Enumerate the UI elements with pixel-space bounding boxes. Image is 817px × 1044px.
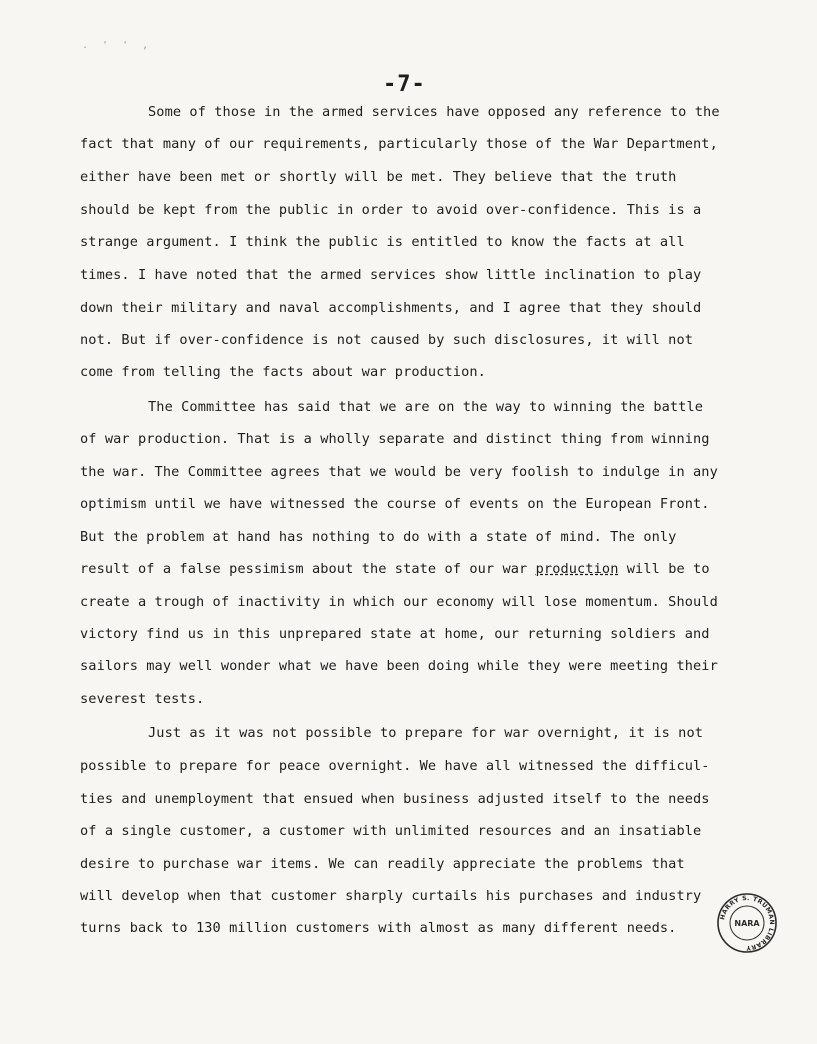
paragraph-3-line-2: possible to prepare for peace overnight. We have all witnessed the difficul-	[80, 758, 710, 774]
library-stamp-seal	[716, 892, 778, 954]
paragraph-2-line-9: sailors may well wonder what we have been doing while they were meeting their	[80, 658, 718, 674]
paragraph-1-line-8: not. But if over-confidence is not caused by such disclosures, it will not	[80, 332, 694, 348]
scan-artifact: . ' ' ,	[82, 40, 153, 51]
paragraph-2-line-3: the war. The Committee agrees that we would be very foolish to indulge in any	[80, 464, 718, 480]
paragraph-1-line-9: come from telling the facts about war production.	[80, 364, 486, 380]
paragraph-1-line-5: strange argument. I think the public is entitled to know the facts at all	[80, 234, 685, 250]
paragraph-3-line-4: of a single customer, a customer with unlimited resources and an insatiable	[80, 823, 702, 839]
paragraph-2-line-6: result of a false pessimism about the state of our war production will be to	[80, 561, 710, 577]
paragraph-1-line-1: Some of those in the armed services have opposed any reference to the	[148, 104, 720, 120]
svg-text:HARRY S. TRUMAN LIBRARY: HARRY S. TRUMAN LIBRARY	[719, 894, 776, 952]
paragraph-3-line-1: Just as it was not possible to prepare for war overnight, it is not	[148, 725, 704, 741]
paragraph-1-line-2: fact that many of our requirements, particularly those of the War Department,	[80, 136, 718, 152]
paragraph-1-line-4: should be kept from the public in order to avoid over-confidence. This is a	[80, 202, 702, 218]
paragraph-1-line-7: down their military and naval accomplishments, and I agree that they should	[80, 300, 702, 316]
paragraph-2-line-2: of war production. That is a wholly separate and distinct thing from winning	[80, 431, 710, 447]
paragraph-3-line-7: turns back to 130 million customers with almost as many different needs.	[80, 920, 677, 936]
paragraph-3-line-3: ties and unemployment that ensued when business adjusted itself to the needs	[80, 791, 710, 807]
paragraph-2-line-5: But the problem at hand has nothing to do with a state of mind. The only	[80, 529, 677, 545]
paragraph-2-line-4: optimism until we have witnessed the course of events on the European Front.	[80, 496, 710, 512]
paragraph-2-line-1: The Committee has said that we are on the way to winning the battle	[148, 399, 704, 415]
underlined-word: production	[535, 561, 619, 577]
paragraph-2-line-8: victory find us in this unprepared state at home, our returning soldiers and	[80, 626, 710, 642]
page-number: -7-	[383, 72, 426, 97]
paragraph-1-line-6: times. I have noted that the armed services show little inclination to play	[80, 267, 702, 283]
paragraph-3-line-5: desire to purchase war items. We can readily appreciate the problems that	[80, 856, 685, 872]
svg-text:NARA: NARA	[734, 919, 760, 928]
paragraph-2-line-7: create a trough of inactivity in which our economy will lose momentum. Should	[80, 594, 718, 610]
paragraph-3-line-6: will develop when that customer sharply curtails his purchases and industry	[80, 888, 702, 904]
paragraph-2-line-10: severest tests.	[80, 691, 205, 707]
paragraph-1-line-3: either have been met or shortly will be met. They believe that the truth	[80, 169, 677, 185]
